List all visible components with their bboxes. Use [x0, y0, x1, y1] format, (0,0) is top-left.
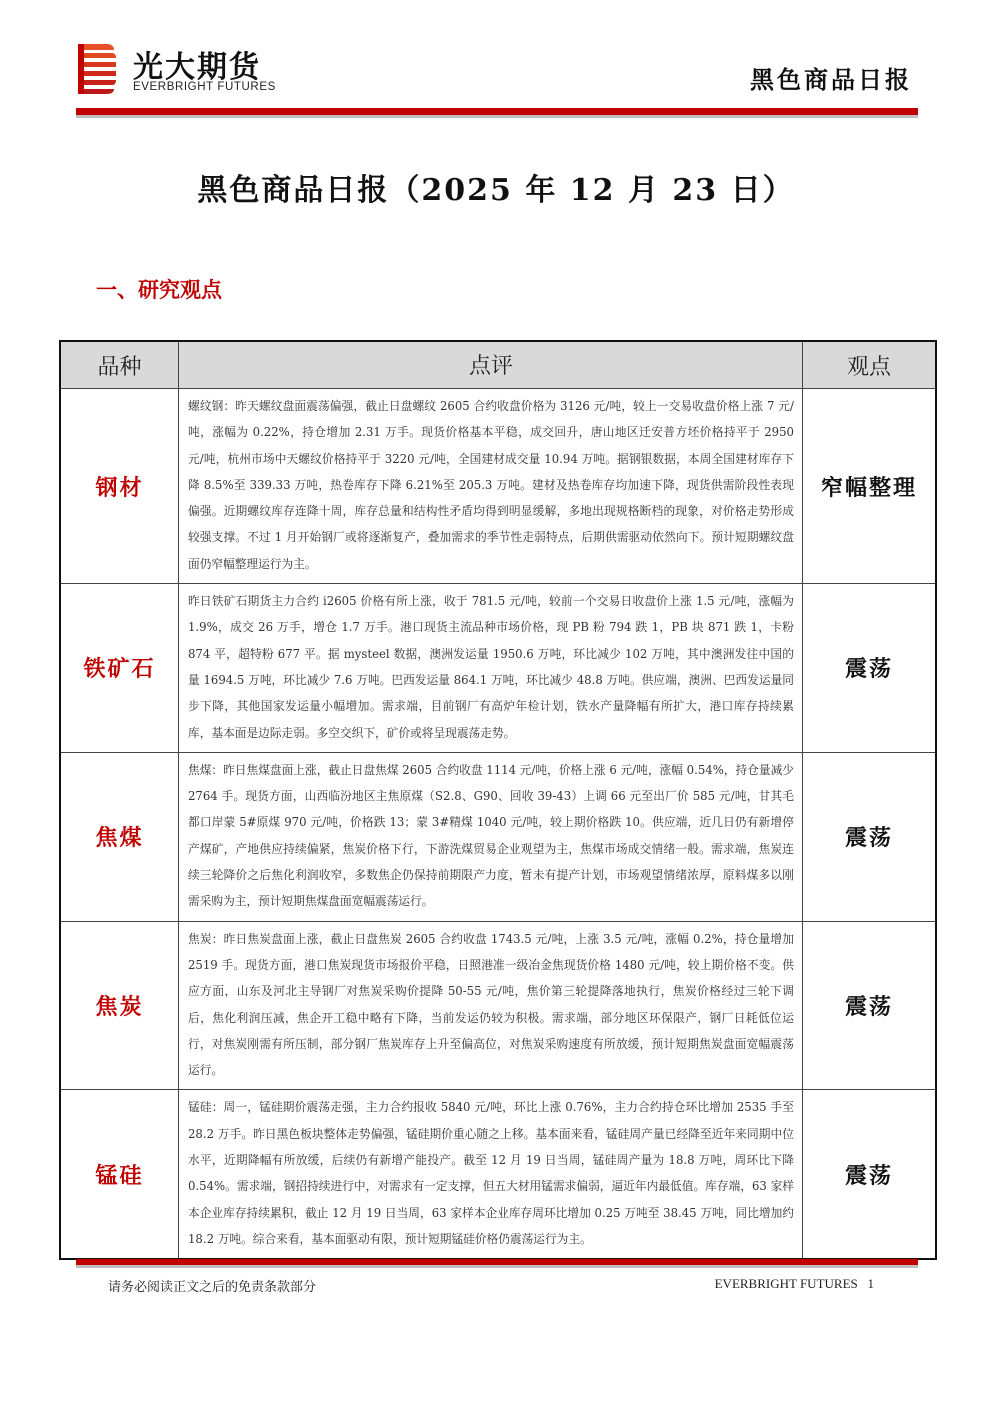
table-row — [61, 922, 935, 1091]
comment-coking-coal: 焦煤：昨日焦煤盘面上涨，截止日盘焦煤 2605 合约收盘 1114 元/吨，价格上涨 6 元/吨，涨幅 0.54%，持仓量减少 2764 手。现货方面，山西临汾地区主焦原煤（S2.8、G90、回收 39-43）上调 66 元至出厂价 585 元/吨，甘其毛都口岸蒙 5#原煤 970 元/吨，价格跌 13；蒙 3#精煤 1040 元/吨，较上期价格跌 10。供应端，近几日仍有新增停产煤矿，产地供应持续偏紧，焦炭价格下行，下游洗煤贸易企业观望为主，焦煤市场成交情绪一般。需求端，焦炭连续三轮降价之后焦化利润收窄，多数焦企仍保持前期限产力度，暂未有提产计划，市场观望情绪浓厚，原料煤多以刚需采购为主，预计短期焦煤盘面宽幅震荡运行。 — [188, 762, 794, 909]
view-steel: 窄幅整理 — [820, 475, 917, 501]
variety-steel: 钢材 — [95, 475, 144, 501]
view-iron-ore: 震荡 — [844, 657, 893, 683]
variety-coking-coal: 焦煤 — [95, 826, 144, 852]
variety-coke: 焦炭 — [95, 995, 144, 1021]
footer-brand — [715, 1276, 874, 1292]
view-silicomanganese: 震荡 — [844, 1163, 893, 1189]
company-logo — [76, 40, 296, 100]
report-series-name: 黑色商品日报 — [750, 66, 912, 94]
everbright-logo-icon — [76, 40, 120, 98]
view-coke: 震荡 — [844, 995, 893, 1021]
table-row — [61, 1090, 935, 1258]
page-number: 1 — [867, 1276, 874, 1291]
comment-silicomanganese: 锰硅：周一，锰硅期价震荡走强，主力合约报收 5840 元/吨，环比上涨 0.76%，主力合约持仓环比增加 2535 手至 28.2 万手。昨日黑色板块整体走势偏强，锰硅期价重心随之上移。基本面来看，锰硅周产量已经降至近年来同期中位水平，近期降幅有所放缓，后续仍有新增产能投产。截至 12 月 19 日当周，锰硅周产量为 18.8 万吨，周环比下降 0.54%。需求端，钢招持续进行中，对需求有一定支撑，但五大材用锰需求偏弱，逼近年内最低值。库存端，63 家样本企业库存持续累积，截止 12 月 19 日当周，63 家样本企业库存周环比增加 0.25 万吨至 38.45 万吨，同比增加约 18.2 万吨。综合来看，基本面驱动有限，预计短期锰硅价格仍震荡运行为主。 — [188, 1100, 794, 1246]
comment-iron-ore: 昨日铁矿石期货主力合约 i2605 价格有所上涨，收于 781.5 元/吨，较前一个交易日收盘价上涨 1.5 元/吨，涨幅为 1.9%，成交 26 万手，增仓 1.7 万手。港口现货主流品种市场价格，现 PB 粉 794 跌 1，PB 块 871 跌 1，卡粉 874 平，超特粉 677 平。据 mysteel 数据，澳洲发运量 1950.6 万吨，环比减少 102 万吨，其中澳洲发往中国的量 1694.5 万吨，环比减少 7.6 万吨。巴西发运量 864.1 万吨，环比减少 48.8 万吨。供应端，澳洲、巴西发运量同步下降，其他国家发运量小幅增加。需求端，目前钢厂有高炉年检计划，铁水产量降幅有所扩大，港口库存持续累库，基本面是边际走弱。多空交织下，矿价或将呈现震荡走势。 — [188, 594, 794, 740]
header-divider — [76, 108, 918, 115]
disclaimer-note: 请务必阅读正文之后的免责条款部分 — [108, 1280, 317, 1295]
research-views-table — [59, 340, 937, 1260]
logo-chinese-name: 光大期货 — [133, 50, 261, 85]
header-view: 观点 — [846, 354, 891, 380]
variety-silicomanganese: 锰硅 — [95, 1163, 144, 1189]
page-header — [0, 0, 992, 125]
document-title: 黑色商品日报（2025 年 12 月 23 日） — [197, 173, 795, 208]
table-row — [61, 389, 935, 584]
comment-steel: 螺纹钢：昨天螺纹盘面震荡偏强，截止日盘螺纹 2605 合约收盘价格为 3126 元/吨，较上一交易收盘价格上涨 7 元/吨，涨幅为 0.22%，持仓增加 2.31 万手。现货价格基本平稳，成交回升，唐山地区迁安普方坯价格持平于 2950 元/吨，杭州市场中天螺纹价格持平于 3220 元/吨，全国建材成交量 10.94 万吨。据钢银数据，本周全国建材库存下降 8.5%至 339.33 万吨，热卷库存下降 6.21%至 205.3 万吨。建材及热卷库存均加速下降，现货供需阶段性表现偏强。近期螺纹库存连降十周，库存总量和结构性矛盾均得到明显缓解，多地出现规格断档的现象，对价格走势形成较强支撑。不过 1 月开始钢厂或将逐渐复产，叠加需求的季节性走弱特点，后期供需驱动依然向下。预计短期螺纹盘面仍窄幅整理运行为主。 — [188, 399, 794, 571]
table-row — [61, 584, 935, 753]
header-comment: 点评 — [468, 353, 513, 379]
header-variety: 品种 — [97, 354, 142, 380]
footer-divider-shadow — [76, 1265, 918, 1268]
table-header-row — [61, 342, 935, 389]
logo-english-name: EVERBRIGHT FUTURES — [133, 81, 276, 93]
section-heading: 一、研究观点 — [96, 278, 222, 302]
view-coking-coal: 震荡 — [844, 826, 893, 852]
footer-brand-name: EVERBRIGHT FUTURES — [714, 1276, 858, 1291]
table-row — [61, 753, 935, 922]
variety-iron-ore: 铁矿石 — [83, 657, 156, 683]
header-divider-shadow — [76, 115, 918, 118]
comment-coke: 焦炭：昨日焦炭盘面上涨，截止日盘焦炭 2605 合约收盘 1743.5 元/吨，上涨 3.5 元/吨，涨幅 0.2%，持仓量增加 2519 手。现货方面，港口焦炭现货市场报价平稳，日照港准一级冶金焦现货价格 1480 元/吨，较上期价格不变。供应方面，山东及河北主导钢厂对焦炭采购价提降 50-55 元/吨，焦价第三轮提降落地执行，焦炭价格经过三轮下调后，焦化利润压减，焦企开工稳中略有下降，当前发运仍较为积极。需求端，部分地区环保限产，钢厂日耗低位运行，对焦炭刚需有所压制，部分钢厂焦炭库存上升至偏高位，对焦炭采购速度有所放缓，预计短期焦炭盘面宽幅震荡运行。 — [188, 931, 794, 1078]
